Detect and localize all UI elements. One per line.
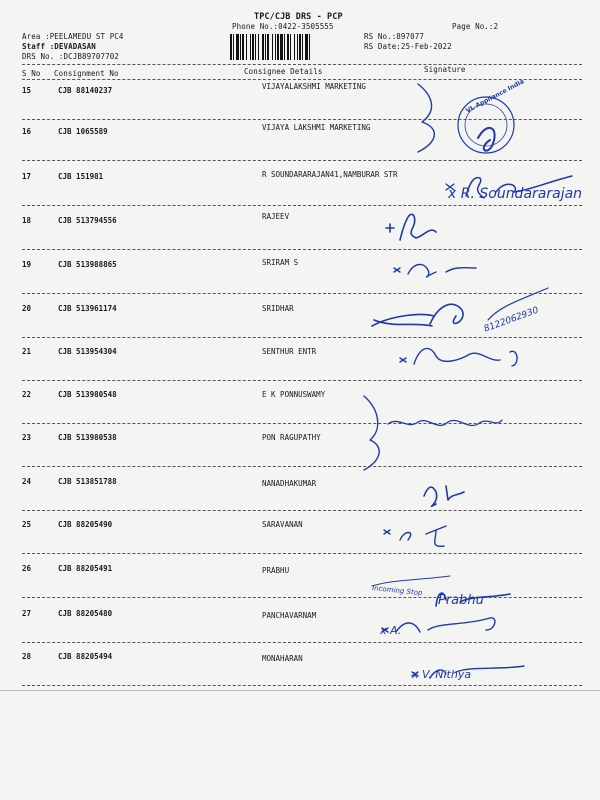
stamp-text: VL Appliance India [464, 78, 526, 115]
row-consignee: VIJAYA LAKSHMI MARKETING [262, 123, 371, 132]
row-consignment: CJB 513980538 [58, 433, 117, 442]
col-consignment: Consignment No [54, 69, 119, 78]
row-sno: 15 [22, 86, 32, 95]
row-consignment: CJB 513980548 [58, 390, 117, 399]
row-consignee: R SOUNDARARAJAN41,NAMBURAR STR [262, 170, 398, 179]
row-sno: 18 [22, 216, 32, 225]
col-sno: S No [22, 69, 41, 78]
row-sno: 28 [22, 652, 32, 661]
row-consignment: CJB 513961174 [58, 304, 117, 313]
row-consignee: NANADHAKUMAR [262, 479, 317, 488]
row-sno: 17 [22, 172, 32, 181]
signature-20-number: 8122062930 [482, 305, 540, 335]
row-consignment: CJB 513988865 [58, 260, 117, 269]
row-sno: 22 [22, 390, 32, 399]
rs-date: RS Date:25-Feb-2022 [364, 42, 452, 51]
row-sno: 19 [22, 260, 32, 269]
doc-title: TPC/CJB DRS - PCP [254, 12, 343, 22]
row-consignment: CJB 88205490 [58, 520, 113, 529]
scan-edge [0, 690, 600, 691]
drs-number: DRS No. :DCJB89707702 [22, 52, 119, 61]
row-sno: 20 [22, 304, 32, 313]
col-signature: Signature [424, 65, 466, 74]
row-consignment: CJB 513954304 [58, 347, 117, 356]
bracket-mark-2 [364, 396, 379, 470]
row-consignee: PON RAGUPATHY [262, 433, 321, 442]
signature-28: x V. Nithya [412, 668, 472, 681]
phone-number: Phone No.:0422-3505555 [232, 22, 334, 31]
row-consignee: MONAHARAN [262, 654, 303, 663]
row-consignee: VIJAYALAKSHMI MARKETING [262, 82, 366, 91]
row-sno: 27 [22, 609, 32, 618]
row-sno: 23 [22, 433, 32, 442]
row-sno: 25 [22, 520, 32, 529]
area-label: Area :PEELAMEDU ST PC4 [22, 32, 124, 41]
row-consignee: SENTHUR ENTR [262, 347, 317, 356]
signature-27: x A. [380, 624, 402, 637]
row-consignee: RAJEEV [262, 212, 290, 221]
bracket-mark [418, 84, 434, 152]
signature-26-name: Prabhu [438, 593, 484, 608]
row-sno: 21 [22, 347, 32, 356]
row-consignment: CJB 88140237 [58, 86, 113, 95]
signature-17: x R. Soundararajan [448, 186, 583, 202]
row-consignment: CJB 513851788 [58, 477, 117, 486]
row-sno: 26 [22, 564, 32, 573]
row-sno: 24 [22, 477, 32, 486]
row-consignment: CJB 1065589 [58, 127, 108, 136]
row-consignee: PANCHAVARNAM [262, 611, 317, 620]
col-consignee: Consignee Details [244, 67, 323, 76]
row-consignee: PRABHU [262, 566, 290, 575]
row-consignee: SRIDHAR [262, 304, 294, 313]
company-stamp-icon [458, 97, 514, 153]
signature-26-note: Incoming Stop [371, 584, 423, 598]
row-consignment: CJB 88205494 [58, 652, 113, 661]
row-consignee: E K PONNUSWAMY [262, 390, 326, 399]
row-consignment: CJB 88205480 [58, 609, 113, 618]
row-consignment: CJB 88205491 [58, 564, 113, 573]
rs-number: RS No.:897077 [364, 32, 424, 41]
row-consignee: SRIRAM S [262, 258, 299, 267]
row-consignment: CJB 513794556 [58, 216, 117, 225]
staff-label: Staff :DEVADASAN [22, 42, 96, 51]
row-consignee: SARAVANAN [262, 520, 303, 529]
row-consignment: CJB 151981 [58, 172, 104, 181]
row-sno: 16 [22, 127, 32, 136]
page-number: Page No.:2 [452, 22, 499, 31]
